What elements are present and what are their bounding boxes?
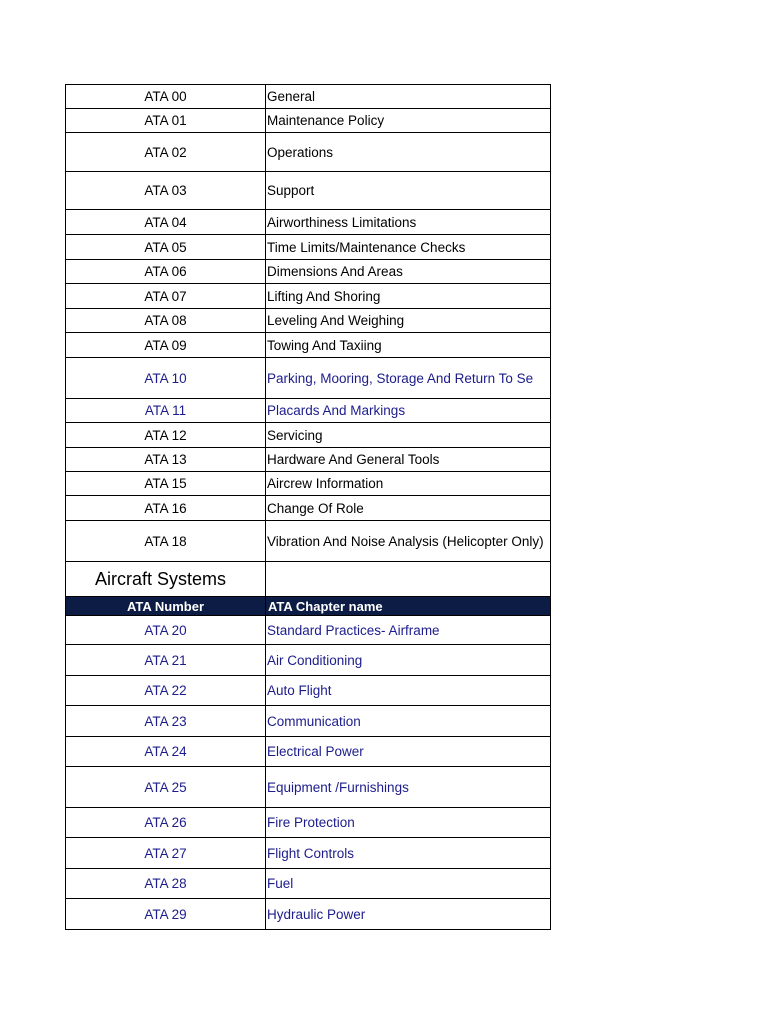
- ata-number: ATA 05: [66, 235, 266, 260]
- table-row: [66, 838, 551, 869]
- ata-number: ATA 09: [66, 333, 266, 358]
- ata-number: ATA 07: [66, 284, 266, 309]
- column-header-ata-number: ATA Number: [66, 597, 266, 616]
- ata-chapter-link[interactable]: Parking, Mooring, Storage And Return To Se: [266, 358, 551, 399]
- ata-number: ATA 08: [66, 309, 266, 333]
- table-row: [66, 210, 551, 235]
- ata-number: ATA 02: [66, 133, 266, 172]
- empty-cell: [266, 562, 551, 597]
- ata-chapter-link[interactable]: Fire Protection: [266, 808, 551, 838]
- table-row: [66, 172, 551, 210]
- ata-chapter-link[interactable]: Equipment /Furnishings: [266, 767, 551, 808]
- table-row: [66, 496, 551, 521]
- ata-chapter-name: General: [266, 85, 551, 109]
- ata-chapter-name: Leveling And Weighing: [266, 309, 551, 333]
- ata-chapter-link[interactable]: Air Conditioning: [266, 645, 551, 676]
- ata-number-link[interactable]: ATA 27: [66, 838, 266, 869]
- section-title: Aircraft Systems: [66, 562, 266, 597]
- table-row: [66, 309, 551, 333]
- ata-number: ATA 03: [66, 172, 266, 210]
- table-row: [66, 109, 551, 133]
- ata-chapter-link[interactable]: Standard Practices- Airframe: [266, 616, 551, 645]
- ata-number: ATA 16: [66, 496, 266, 521]
- ata-chapter-name: Time Limits/Maintenance Checks: [266, 235, 551, 260]
- table-row: [66, 399, 551, 423]
- table-row: [66, 706, 551, 737]
- ata-chapter-name: Vibration And Noise Analysis (Helicopter Only): [266, 521, 551, 562]
- ata-chapter-name: Maintenance Policy: [266, 109, 551, 133]
- ata-number-link[interactable]: ATA 21: [66, 645, 266, 676]
- ata-chapter-link[interactable]: Placards And Markings: [266, 399, 551, 423]
- ata-chapter-name: Support: [266, 172, 551, 210]
- section-row: [66, 562, 551, 597]
- table-row: [66, 521, 551, 562]
- ata-chapter-name: Servicing: [266, 423, 551, 448]
- ata-number: ATA 01: [66, 109, 266, 133]
- ata-chapter-link[interactable]: Hydraulic Power: [266, 899, 551, 930]
- ata-number-link[interactable]: ATA 22: [66, 676, 266, 706]
- table-row: [66, 358, 551, 399]
- ata-number: ATA 12: [66, 423, 266, 448]
- table-row: [66, 472, 551, 496]
- ata-chapter-name: Lifting And Shoring: [266, 284, 551, 309]
- ata-number: ATA 18: [66, 521, 266, 562]
- table-row: [66, 737, 551, 767]
- ata-chapter-table: [65, 84, 551, 930]
- table-row: [66, 676, 551, 706]
- table-row: [66, 448, 551, 472]
- ata-chapter-name: Hardware And General Tools: [266, 448, 551, 472]
- ata-number-link[interactable]: ATA 29: [66, 899, 266, 930]
- ata-chapter-name: Towing And Taxiing: [266, 333, 551, 358]
- ata-chapter-link[interactable]: Fuel: [266, 869, 551, 899]
- table-row: [66, 284, 551, 309]
- ata-chapter-link[interactable]: Communication: [266, 706, 551, 737]
- ata-number-link[interactable]: ATA 24: [66, 737, 266, 767]
- ata-chapter-name: Dimensions And Areas: [266, 260, 551, 284]
- table-row: [66, 808, 551, 838]
- column-header-chapter-name: ATA Chapter name: [266, 597, 551, 616]
- table-row: [66, 869, 551, 899]
- ata-chapter-name: Aircrew Information: [266, 472, 551, 496]
- ata-number-link[interactable]: ATA 10: [66, 358, 266, 399]
- table-row: [66, 235, 551, 260]
- ata-number: ATA 13: [66, 448, 266, 472]
- ata-chapter-link[interactable]: Auto Flight: [266, 676, 551, 706]
- ata-chapter-name: Operations: [266, 133, 551, 172]
- ata-number-link[interactable]: ATA 11: [66, 399, 266, 423]
- ata-number-link[interactable]: ATA 25: [66, 767, 266, 808]
- ata-chapter-link[interactable]: Electrical Power: [266, 737, 551, 767]
- table-row: [66, 616, 551, 645]
- table-row: [66, 645, 551, 676]
- table-row: [66, 133, 551, 172]
- ata-chapter-name: Airworthiness Limitations: [266, 210, 551, 235]
- table-row: [66, 333, 551, 358]
- table-header-row: [66, 597, 551, 616]
- table-row: [66, 767, 551, 808]
- table-row: [66, 85, 551, 109]
- ata-number-link[interactable]: ATA 23: [66, 706, 266, 737]
- table-row: [66, 423, 551, 448]
- ata-number: ATA 00: [66, 85, 266, 109]
- ata-number-link[interactable]: ATA 26: [66, 808, 266, 838]
- ata-number-link[interactable]: ATA 28: [66, 869, 266, 899]
- table-row: [66, 260, 551, 284]
- ata-number: ATA 04: [66, 210, 266, 235]
- ata-number-link[interactable]: ATA 20: [66, 616, 266, 645]
- ata-number: ATA 15: [66, 472, 266, 496]
- ata-chapter-name: Change Of Role: [266, 496, 551, 521]
- table-row: [66, 899, 551, 930]
- ata-chapter-link[interactable]: Flight Controls: [266, 838, 551, 869]
- ata-number: ATA 06: [66, 260, 266, 284]
